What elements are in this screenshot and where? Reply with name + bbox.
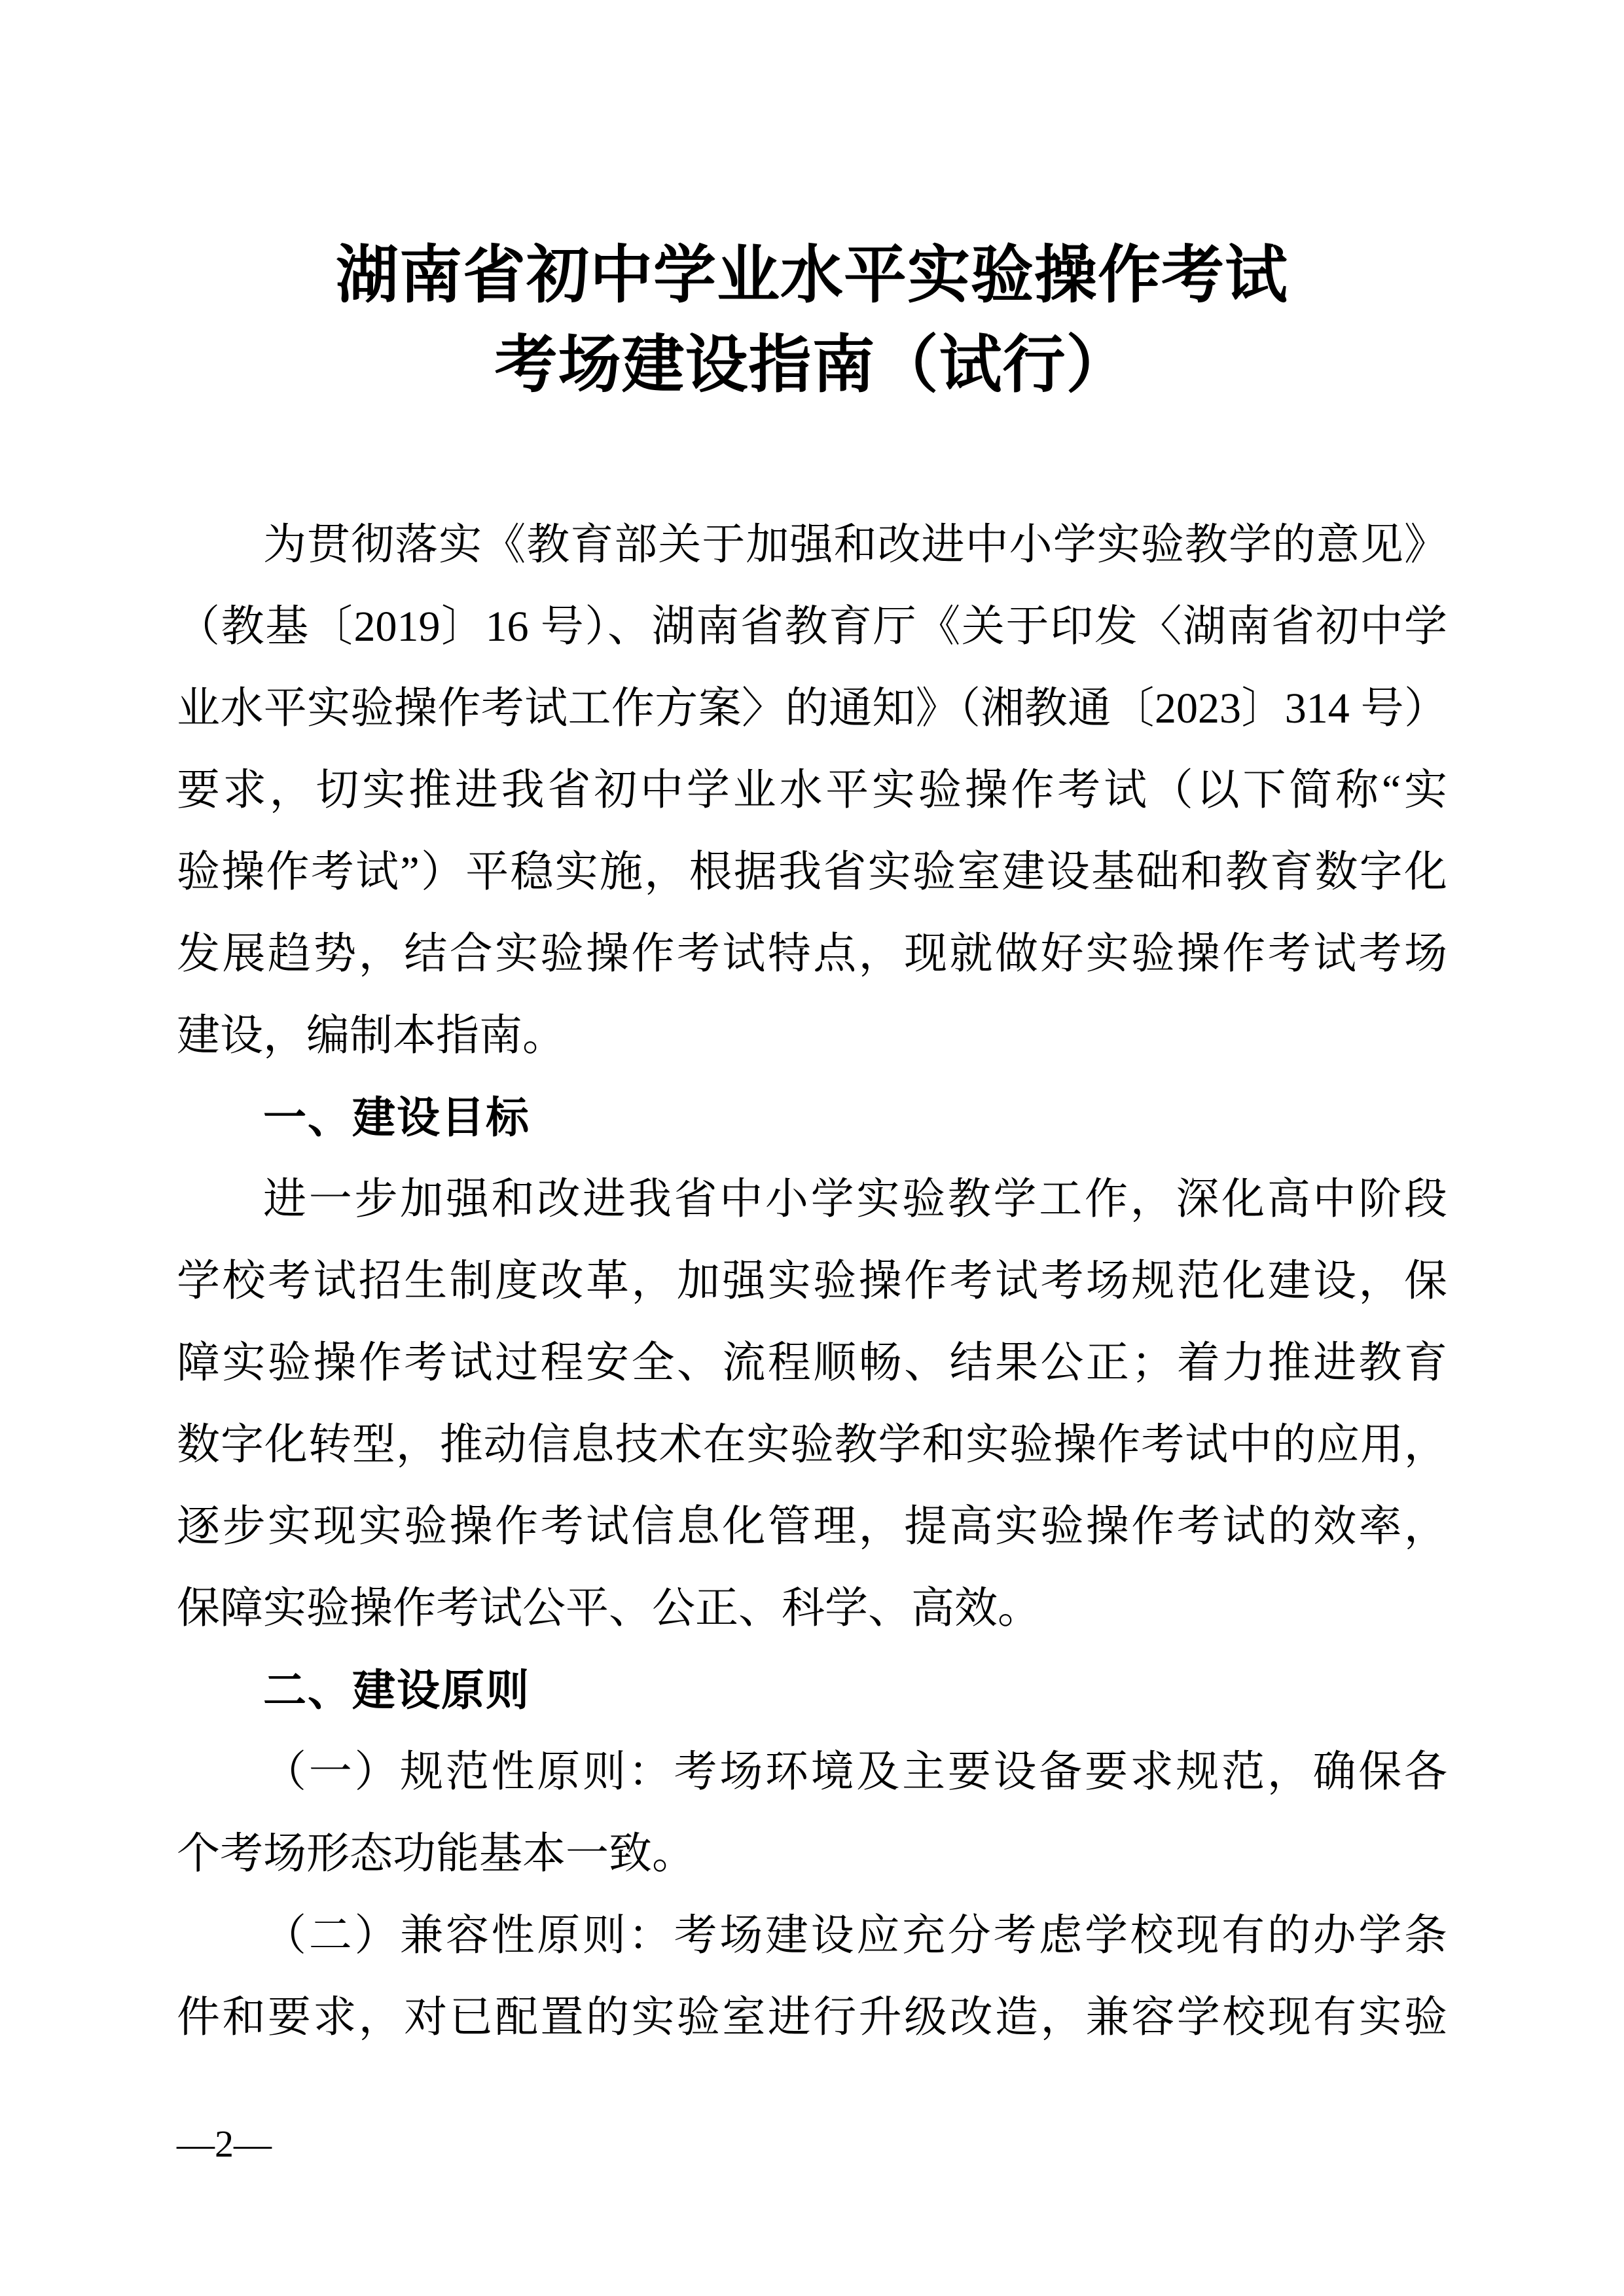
- title-line-1: 湖南省初中学业水平实验操作考试: [336, 240, 1288, 310]
- body-line: 验操作考试”）平稳实施，根据我省实验室建设基础和教育数字化: [177, 848, 1447, 896]
- body-line: 保障实验操作考试公平、公正、科学、高效。: [177, 1585, 1041, 1632]
- page-number: —2—: [177, 2123, 272, 2165]
- body-line: （一）规范性原则：考场环境及主要设备要求规范，确保各: [263, 1748, 1447, 1796]
- body-line: 建设，编制本指南。: [177, 1012, 566, 1060]
- body-line: （教基〔2019〕16 号）、湖南省教育厅《关于印发〈湖南省初中学: [177, 603, 1447, 651]
- document-title: [177, 230, 1447, 410]
- body-line: （二）兼容性原则：考场建设应充分考虑学校现有的办学条: [263, 1912, 1447, 1960]
- body-line: 要求，切实推进我省初中学业水平实验操作考试（以下简称“实: [177, 766, 1447, 814]
- section-heading-2: 二、建设原则: [263, 1666, 530, 1714]
- body-line: 障实验操作考试过程安全、流程顺畅、结果公正；着力推进教育: [177, 1339, 1447, 1387]
- body-line: 学校考试招生制度改革，加强实验操作考试考场规范化建设，保: [177, 1257, 1447, 1305]
- body-line: 发展趋势，结合实验操作考试特点，现就做好实验操作考试考场: [177, 930, 1447, 978]
- body-line: 进一步加强和改进我省中小学实验教学工作，深化高中阶段: [263, 1175, 1447, 1223]
- body-line: 业水平实验操作考试工作方案〉的通知》（湘教通〔2023〕314 号）: [177, 685, 1447, 732]
- body-line: 数字化转型，推动信息技术在实验教学和实验操作考试中的应用，: [177, 1421, 1447, 1469]
- body-line: 为贯彻落实《教育部关于加强和改进中小学实验教学的意见》: [263, 521, 1447, 569]
- body-line: 件和要求，对已配置的实验室进行升级改造，兼容学校现有实验: [177, 1994, 1447, 2041]
- document-body: [177, 504, 1447, 2058]
- body-line: 逐步实现实验操作考试信息化管理，提高实验操作考试的效率，: [177, 1503, 1447, 1551]
- section-heading-1: 一、建设目标: [263, 1093, 530, 1141]
- body-line: 个考场形态功能基本一致。: [177, 1830, 695, 1878]
- title-line-2: 考场建设指南（试行）: [494, 330, 1130, 400]
